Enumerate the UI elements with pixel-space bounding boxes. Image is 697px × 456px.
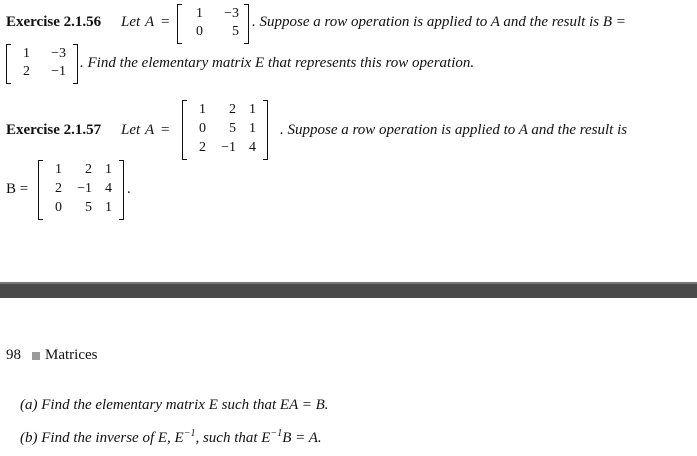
matrix-cell: 5 (232, 24, 239, 39)
exercise-57-text: . Suppose a row operation is applied to A and the result is (280, 122, 628, 138)
bracket-right (244, 4, 249, 44)
matrix-cell: 1 (55, 162, 62, 177)
exercise-57-label: Exercise 2.1.57 (6, 122, 102, 138)
part-b-prefix: (b) Find the inverse of E, E (20, 430, 184, 446)
bracket-left (6, 44, 11, 84)
matrix-cell: 1 (249, 102, 256, 117)
matrix-cell: 4 (249, 140, 256, 155)
matrix-cell: 1 (105, 200, 112, 215)
matrix-cell: 0 (55, 200, 62, 215)
matrix-cell: −1 (221, 140, 236, 155)
part-b (20, 428, 322, 447)
part-b-end: B = A. (282, 430, 322, 446)
exercise-57-period: . (127, 181, 131, 197)
exercise-56-let: Let (121, 14, 141, 30)
exercise-56-text: . Suppose a row operation is applied to A and the result is B = (252, 14, 626, 30)
bracket-right (119, 160, 124, 220)
bracket-right (263, 100, 268, 160)
matrix-cell: 2 (23, 64, 30, 79)
bracket-left (182, 100, 187, 160)
part-a: (a) Find the elementary matrix E such that EA = B. (20, 397, 329, 413)
section-bullet-icon (32, 352, 40, 360)
matrix-cell: 2 (199, 140, 206, 155)
exercise-56-text-2: . Find the elementary matrix E that represents this row operation. (80, 55, 475, 71)
exercise-56-var-a: A (145, 14, 155, 30)
exercise-57-let: Let (121, 122, 141, 138)
matrix-cell: 1 (199, 102, 206, 117)
matrix-cell: −1 (77, 181, 92, 196)
matrix-cell: 0 (199, 121, 206, 136)
exercise-56-equals: = (161, 14, 170, 30)
matrix-cell: 5 (229, 121, 236, 136)
bracket-left (38, 160, 43, 220)
exercise-56-label: Exercise 2.1.56 (6, 14, 102, 30)
matrix-cell: 1 (105, 162, 112, 177)
matrix-cell: 1 (196, 6, 203, 21)
matrix-cell: −1 (51, 64, 66, 79)
bracket-right (73, 44, 78, 84)
exercise-57-var-a: A (145, 122, 155, 138)
page-break-bar (0, 284, 697, 298)
matrix-cell: −3 (51, 46, 66, 61)
part-b-superscript: −1 (183, 428, 196, 439)
matrix-cell: 5 (85, 200, 92, 215)
matrix-cell: 2 (55, 181, 62, 196)
matrix-cell: 4 (105, 181, 112, 196)
matrix-a-57 (182, 100, 268, 160)
bracket-left (177, 4, 182, 44)
matrix-cell: 1 (249, 121, 256, 136)
matrix-cell: −3 (224, 6, 239, 21)
matrix-cell: 2 (85, 162, 92, 177)
part-b-superscript-2: −1 (270, 428, 283, 439)
exercise-57-b-label: B = (6, 181, 29, 197)
page-number: 98 (6, 347, 21, 363)
matrix-b-56 (6, 44, 78, 84)
matrix-b-57 (38, 160, 124, 220)
section-title: Matrices (45, 347, 98, 363)
part-b-mid: , such that E (195, 430, 271, 446)
matrix-cell: 1 (23, 46, 30, 61)
matrix-cell: 0 (196, 24, 203, 39)
exercise-57-equals: = (161, 122, 170, 138)
matrix-a-56 (177, 4, 249, 44)
matrix-cell: 2 (229, 102, 236, 117)
